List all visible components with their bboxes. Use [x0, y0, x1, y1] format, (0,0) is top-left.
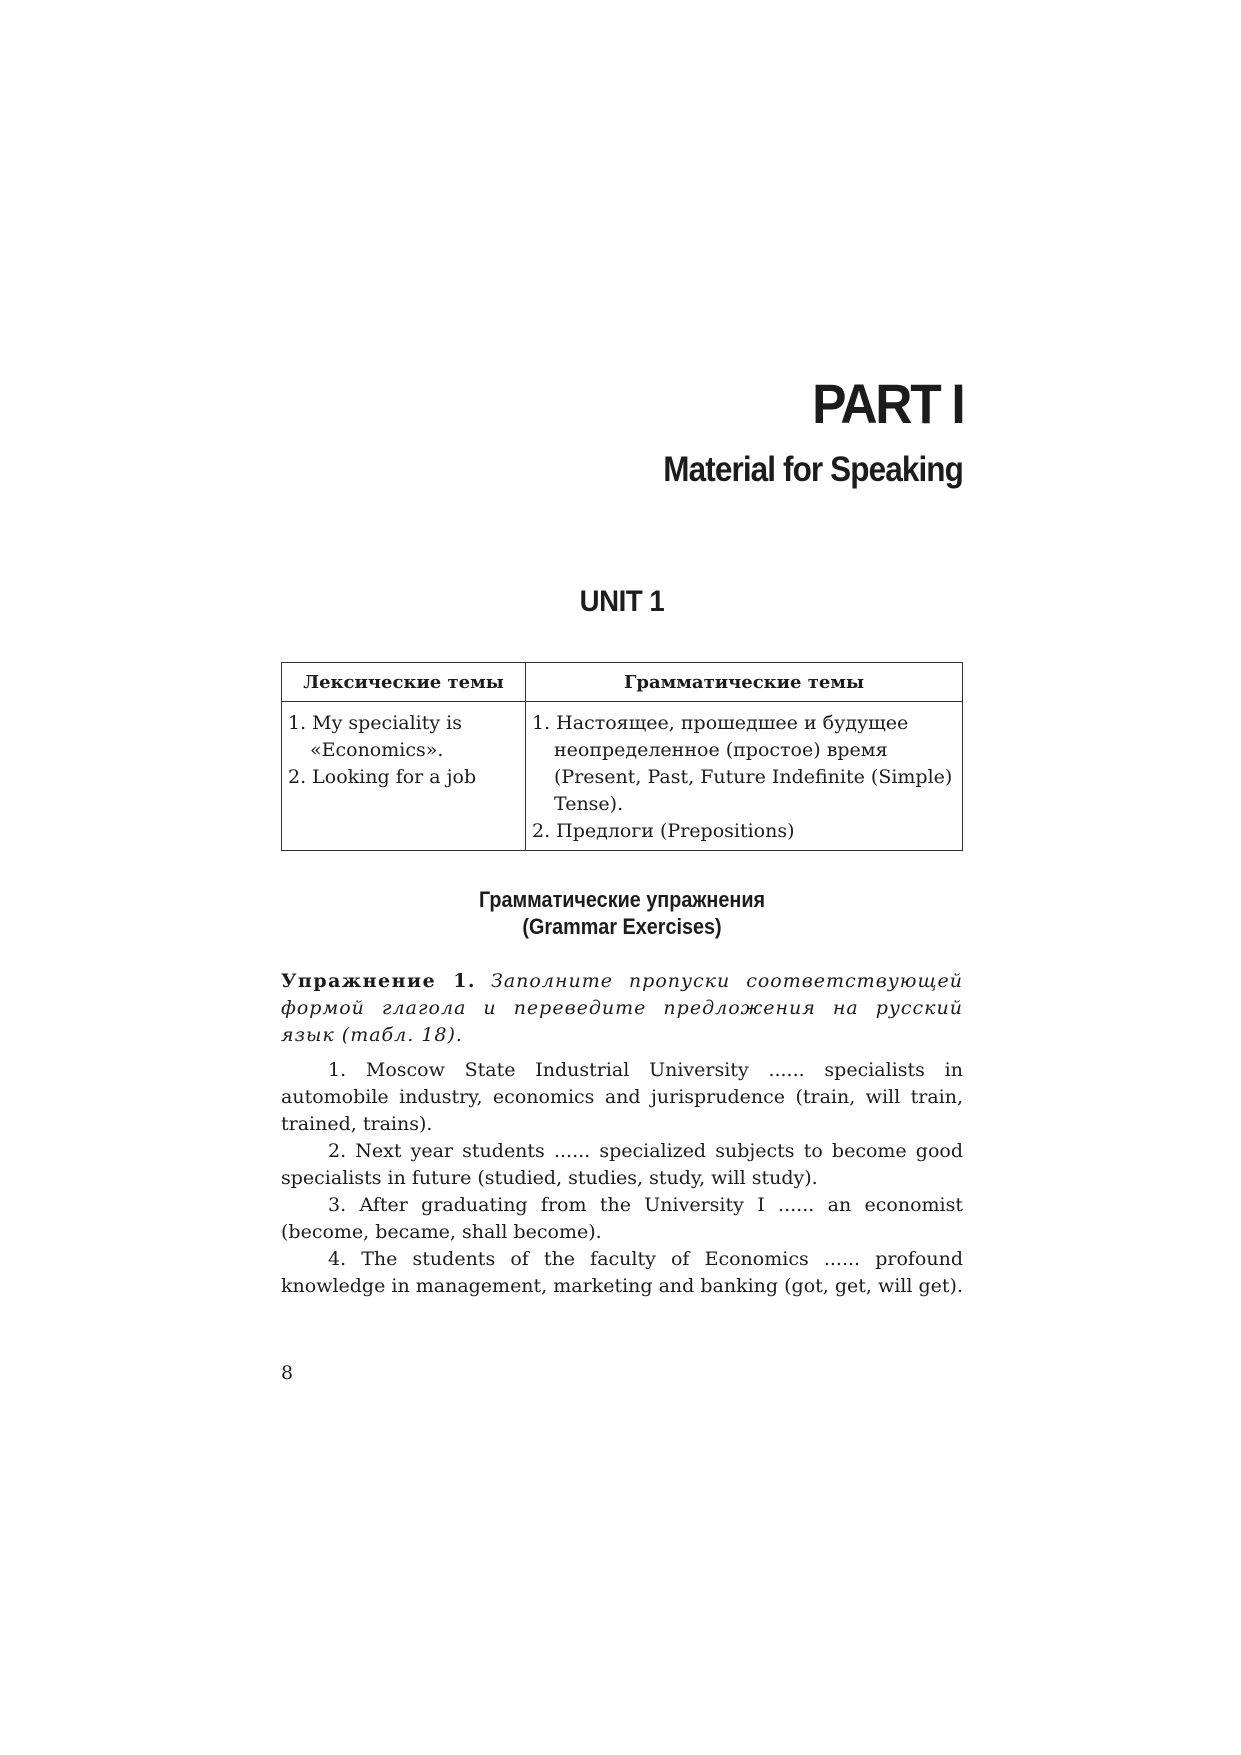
exercises-heading-line2: (Grammar Exercises): [522, 914, 722, 939]
grammar-topics-list: [532, 710, 956, 845]
part-title: PART I: [811, 372, 963, 435]
exercise-1-label: Упражнение 1.: [281, 970, 477, 992]
exercise-1-item: 4. The students of the faculty of Economics ...... profound knowledge in management, marketing and banking (got, get, will get).: [281, 1248, 963, 1297]
lexical-topic-item: 1. My speciality is «Economics».: [288, 712, 462, 761]
topics-table-header-row: [282, 663, 963, 702]
lexical-topics-cell: [282, 702, 526, 851]
exercises-heading: [315, 886, 929, 940]
exercise-1-item: 3. After graduating from the University I ...... an economist (become, became, shall become).: [281, 1194, 963, 1243]
grammar-topics-header: Грамматические темы: [526, 663, 963, 702]
grammar-topics-cell: [526, 702, 963, 851]
exercise-1-item: 2. Next year students ...... specialized subjects to become good specialists in future (studied, studies, study, will study).: [281, 1140, 963, 1189]
grammar-topic-item: 1. Настоящее, прошедшее и будущее неопределенное (простое) время (Present, Past, Future Indefinite (Simple) Tense).: [532, 712, 953, 815]
exercise-1-item: 1. Moscow State Industrial University ...... specialists in automobile industry, economics and jurisprudence (train, will train, trained, trains).: [281, 1059, 963, 1135]
unit-title: UNIT 1: [579, 585, 665, 618]
lexical-topics-list: [288, 710, 519, 791]
page-number: 8: [281, 1362, 294, 1384]
exercise-1: [281, 968, 963, 1300]
part-subtitle: Material for Speaking: [663, 450, 963, 489]
exercise-1-task: Заполните пропуски соответствующей формой глагола и переведите предложения на русский язык (табл. 18).: [281, 970, 964, 1046]
topics-table: [281, 662, 963, 851]
exercise-1-intro: [281, 968, 963, 1049]
lexical-topic-item: 2. Looking for a job: [288, 766, 477, 788]
exercises-heading-line1: Грамматические упражнения: [478, 887, 766, 912]
topics-table-row: [282, 702, 963, 851]
grammar-topic-item: 2. Предлоги (Prepositions): [532, 820, 795, 842]
lexical-topics-header: Лексические темы: [282, 663, 526, 702]
